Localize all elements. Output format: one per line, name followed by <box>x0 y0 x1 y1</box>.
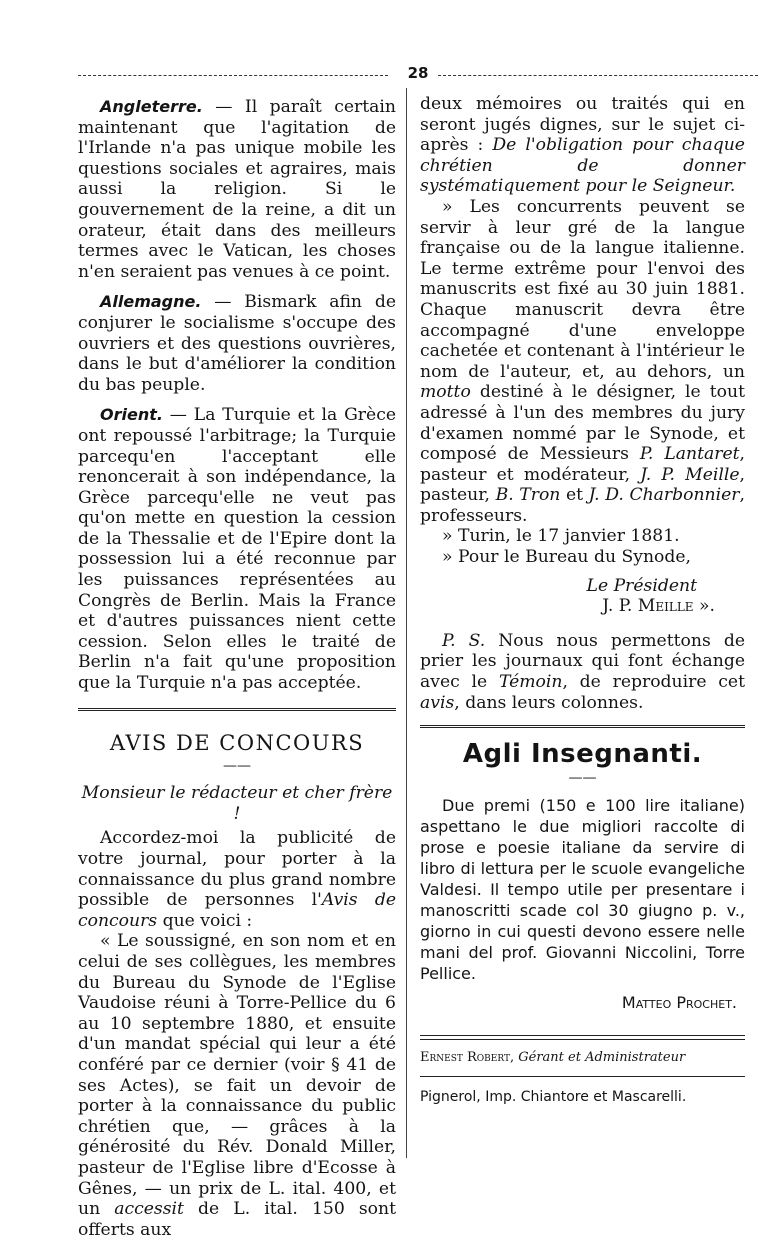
avis-notice-italic: accessit <box>114 1199 184 1220</box>
avis-intro-b: que voici : <box>157 910 253 931</box>
avis-bureau: » Pour le Bureau du Synode, <box>442 547 692 568</box>
text-allemagne: — Bismark afin de conjurer le socialisme s'occupe des ouvriers et des questions ouvrières, dans le but d'améliorer la condition du bas peuple. <box>78 292 396 395</box>
ps-c: , dans leurs colonnes. <box>454 692 644 713</box>
avis-intro <box>78 828 396 931</box>
italian-signature: Matteo Prochet. <box>621 992 737 1012</box>
footer-rule-top <box>420 1035 745 1036</box>
header-rule-right <box>438 75 758 76</box>
news-orient <box>78 405 396 693</box>
right-column <box>420 94 745 1108</box>
column-divider <box>406 88 407 1158</box>
gerant-role: Gérant et Administrateur <box>514 1049 686 1065</box>
news-angleterre <box>78 97 396 282</box>
continuation-a: deux mémoires ou traités qui en seront jugés dignes, sur le sujet ci-après : <box>420 94 745 156</box>
jury-and: et <box>560 485 589 506</box>
jury-role-2: , pasteur, <box>420 464 746 506</box>
italian-notice: Due premi (150 e 100 lire italiane) aspettano le due migliori raccolte di prose e poesie italiane da servire di libro di lettura per le scuole evangeliche Valdesi. Il tempo utile per presentare i manoscritti scade col 30 giugno p. v., giorno in cui questi devono essere nelle mani del prof. Giovanni Niccolini, Torre Pellice. <box>420 795 745 983</box>
keyword-allemagne: Allemagne. <box>100 292 202 312</box>
jury-name-1: P. Lantaret <box>639 444 740 465</box>
avis-ps <box>420 631 745 713</box>
printer-line: Pignerol, Imp. Chiantore et Mascarelli. <box>420 1089 687 1106</box>
ps-temoin: Témoin <box>498 672 563 693</box>
president-title: Le Président <box>586 575 697 596</box>
keyword-orient: Orient. <box>100 405 163 425</box>
jury-role-1: , pasteur et modérateur, <box>420 444 745 485</box>
ps-label: P. S. <box>442 630 486 651</box>
agli-title: Agli Insegnanti. <box>462 739 703 770</box>
ps-b: , de reproduire cet <box>562 672 745 693</box>
left-column <box>78 97 396 1240</box>
avis-intro-a: Accordez-moi la publicité de votre journal, pour porter à la connaissance du plus grand nombre possible de personnes l' <box>78 828 396 911</box>
concurrents-a: » Les concurrents peuvent se servir à leur gré de la langue française ou de la langue italienne. Le terme extrême pour l'envoi des manuscrits est fixé au 30 juin 1881. Chaque manuscrit devra être accompagné d'une enveloppe cachetée et contenant à l'intérieur le nom de l'auteur, et, au dehors, un <box>420 196 745 382</box>
news-allemagne <box>78 292 396 395</box>
continuation-italic: De l'obligation pour chaque chrétien de donner systématiquement pour le Seigneur. <box>420 135 745 197</box>
ps-avis: avis <box>420 692 455 713</box>
imprint-gerant <box>420 1048 745 1069</box>
avis-notice <box>78 931 396 1240</box>
section-double-rule <box>78 708 396 711</box>
concurrents-motto: motto <box>420 382 471 403</box>
avis-notice-b: de L. ital. 150 sont offerts aux <box>78 1199 396 1240</box>
avis-notice-a: « Le soussigné, en son nom et en celui de ses collègues, les membres du Bureau du Synode de l'Eglise Vaudoise réuni à Torre-Pellice du 6 au 10 septembre 1880, et ensuite d'un mandat spécial qui leur a été conféré par ce dernier (voir § 41 de ses Actes), se fait un devoir de porter à la connaissance du public chrétien que, — grâces à la générosité du Rév. Donald Miller, pasteur de l'Eglise libre d'Ecosse à Gênes, — un prix de L. ital. 400, et un <box>78 931 396 1220</box>
jury-name-3: B. Tron <box>495 485 561 506</box>
avis-date: » Turin, le 17 janvier 1881. <box>442 526 680 547</box>
jury-name-4: J. D. Charbonnier <box>588 485 740 506</box>
gerant-name: Ernest Robert, <box>420 1049 515 1065</box>
imprint-rule <box>420 1076 745 1077</box>
avis-concurrents <box>420 197 745 527</box>
avis-dash: —— <box>223 758 251 775</box>
jury-name-2: J. P. Meille <box>640 464 740 485</box>
concurrents-b: destiné à le désigner, le tout adressé à l'un des membres du jury d'examen nommé par le Synode, et composé de Messieurs <box>420 382 745 465</box>
text-orient: — La Turquie et la Grèce ont repoussé l'arbitrage; la Turquie parcequ'en l'acceptant elle renoncerait à son indépendance, la Grèce parcequ'elle ne veut pas qu'on mette en question la cession de la Thessalie et de l'Epire dont la possession lui a été reconnue par les puissances représentées au Congrès de Berlin. Mais la France et d'autres puissances nient cette cession. Selon elles le traité de Berlin n'a fait qu'une proposition que la Turquie n'a pas acceptée. <box>78 405 396 694</box>
avis-title: AVIS DE CONCOURS <box>109 730 365 755</box>
agli-dash: —— <box>568 769 597 786</box>
ps-a: Nous nous permettons de prier les journaux qui font échange avec le <box>420 630 745 693</box>
text-angleterre: — Il paraît certain maintenant que l'agitation de l'Irlande n'a pas unique mobile les questions sociales et agraires, mais aussi la religion. Si le gouvernement de la reine, a dit un orateur, était dans des meilleurs termes avec le Vatican, les choses n'en seraient pas venues à ce point. <box>78 97 396 282</box>
page-header <box>78 64 758 86</box>
avis-salutation: Monsieur le rédacteur et cher frère ! <box>81 783 393 824</box>
keyword-angleterre: Angleterre. <box>100 97 203 116</box>
avis-continuation <box>420 94 745 197</box>
avis-intro-italic: Avis de concours <box>78 890 396 931</box>
jury-role-4: , professeurs. <box>420 485 745 526</box>
president-name: J. P. Meille ». <box>602 596 715 617</box>
section-double-rule-right <box>420 725 745 728</box>
footer-rule-second <box>420 1039 745 1040</box>
page-number: 28 <box>407 64 429 82</box>
